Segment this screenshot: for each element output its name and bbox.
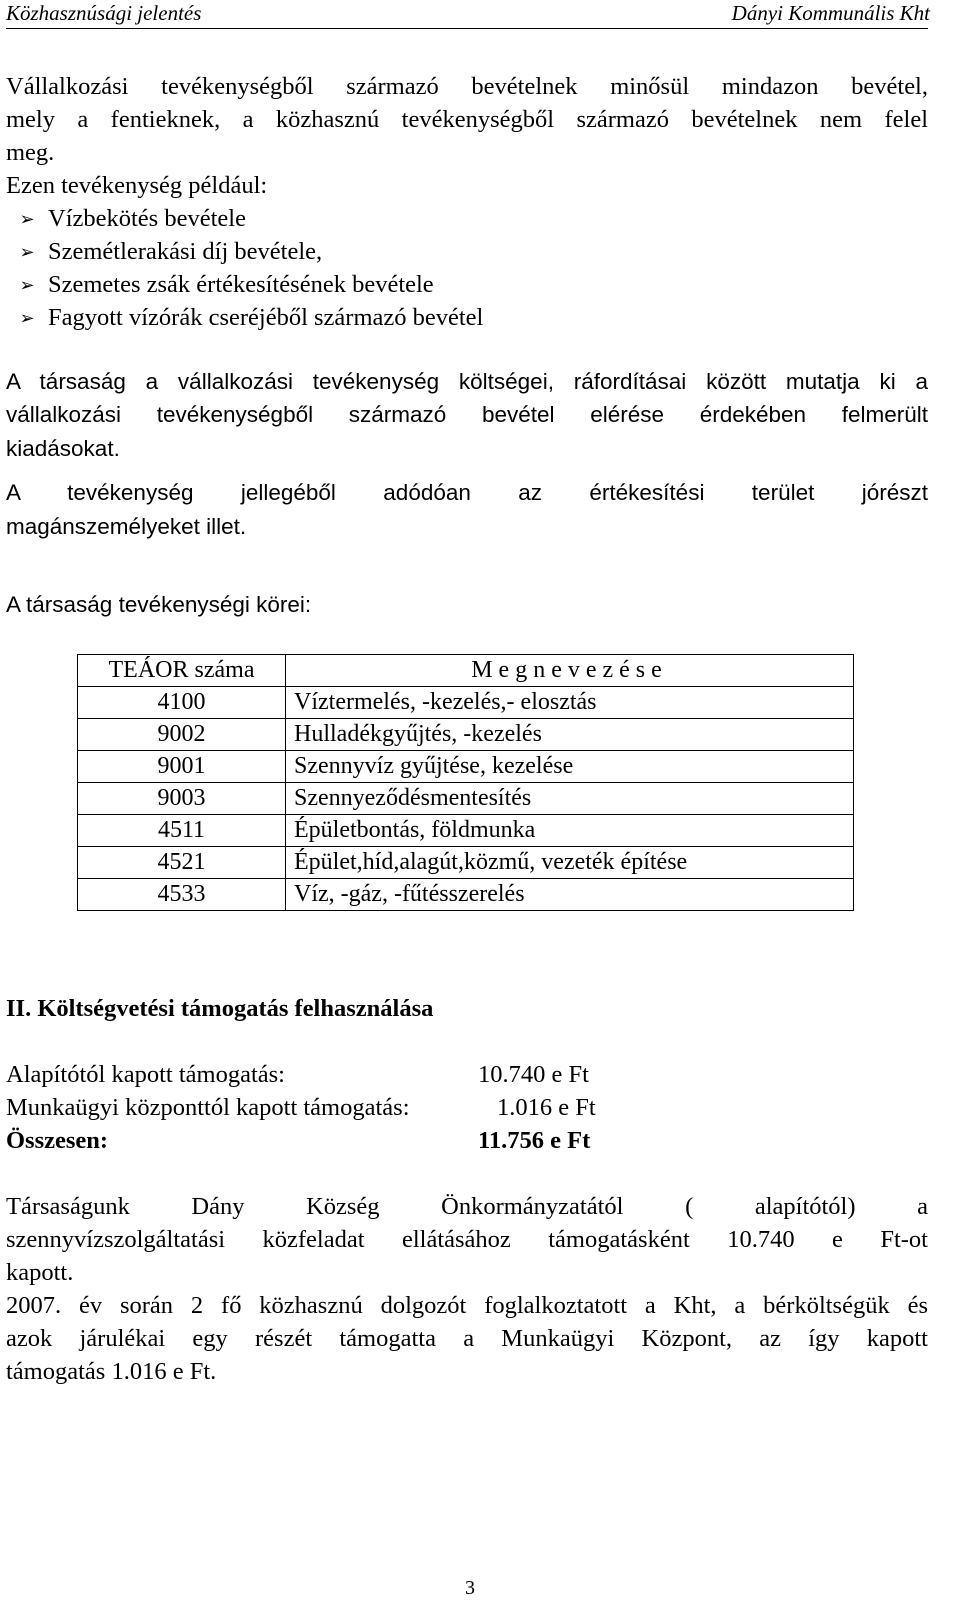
activity-name: Víztermelés, -kezelés,- elosztás	[286, 687, 854, 719]
para5-line-1: 2007. év során 2 fő közhasznú dolgozót foglalkoztatott a Kht, a bérköltségük és	[6, 1292, 928, 1319]
activity-name: Épület,híd,alagút,közmű, vezeték építése	[286, 847, 854, 879]
activities-table	[77, 654, 854, 911]
arrow-bullet-icon: ➢	[19, 308, 35, 328]
teaor-code: 9003	[78, 783, 286, 815]
activity-name: Víz, -gáz, -fűtésszerelés	[286, 879, 854, 911]
funding-label: Alapítótól kapott támogatás:	[6, 1061, 285, 1088]
para2-line-3: kiadásokat.	[6, 436, 120, 461]
section-title: II. Költségvetési támogatás felhasználása	[6, 995, 434, 1022]
page-number: 3	[465, 1577, 475, 1599]
para4-line-3: kapott.	[6, 1259, 74, 1286]
para4-line-1: Társaságunk Dány Község Önkormányzatától ( alapítótól) a	[6, 1193, 928, 1220]
teaor-code: 4100	[78, 687, 286, 719]
teaor-code: 4511	[78, 815, 286, 847]
list-item	[6, 301, 483, 335]
total-label: Összesen:	[6, 1127, 109, 1154]
activities-heading: A társaság tevékenységi körei:	[6, 592, 312, 617]
teaor-code: 9002	[78, 719, 286, 751]
table-row	[78, 847, 854, 879]
list-item	[6, 268, 434, 302]
header-left: Közhasznúsági jelentés	[6, 1, 202, 25]
activity-name: Szennyeződésmentesítés	[286, 783, 854, 815]
list-item-text: Fagyott vízórák cseréjéből származó bevétel	[48, 304, 484, 331]
list-item-text: Szemétlerakási díj bevétele,	[48, 238, 323, 265]
arrow-bullet-icon: ➢	[19, 275, 35, 295]
table-row	[78, 783, 854, 815]
para3-line-1: A tevékenység jellegéből adódóan az értékesítési terület jórészt	[6, 480, 928, 505]
total-amount: 11.756 e Ft	[478, 1127, 591, 1154]
teaor-code: 4521	[78, 847, 286, 879]
table-header-row	[78, 655, 854, 687]
table-row	[78, 687, 854, 719]
para5-line-3: támogatás 1.016 e Ft.	[6, 1358, 217, 1385]
activity-name: Épületbontás, földmunka	[286, 815, 854, 847]
table-row	[78, 751, 854, 783]
table-row	[78, 879, 854, 911]
table-row	[78, 815, 854, 847]
column-header-name: Megnevezése	[286, 655, 854, 687]
intro-line-4: Ezen tevékenység például:	[6, 172, 268, 199]
intro-line-1: Vállalkozási tevékenységből származó bevételnek minősül mindazon bevétel,	[6, 73, 928, 100]
activity-name: Szennyvíz gyűjtése, kezelése	[286, 751, 854, 783]
funding-amount: 10.740 e Ft	[478, 1061, 589, 1088]
list-item	[6, 202, 246, 236]
arrow-bullet-icon: ➢	[19, 209, 35, 229]
teaor-code: 4533	[78, 879, 286, 911]
para2-line-2: vállalkozási tevékenységből származó bevétel elérése érdekében felmerült	[6, 402, 928, 427]
header-right: Dányi Kommunális Kht	[731, 1, 930, 25]
para4-line-2: szennyvízszolgáltatási közfeladat ellátásához támogatásként 10.740 e Ft-ot	[6, 1226, 928, 1253]
header-rule	[6, 28, 928, 29]
list-item-text: Szemetes zsák értékesítésének bevétele	[48, 271, 434, 298]
arrow-bullet-icon: ➢	[19, 242, 35, 262]
teaor-code: 9001	[78, 751, 286, 783]
activity-name: Hulladékgyűjtés, -kezelés	[286, 719, 854, 751]
para5-line-2: azok járulékai egy részét támogatta a Munkaügyi Központ, az így kapott	[6, 1325, 928, 1352]
intro-line-3: meg.	[6, 139, 55, 166]
intro-line-2: mely a fentieknek, a közhasznú tevékenységből származó bevételnek nem felel	[6, 106, 928, 133]
funding-amount: 1.016 e Ft	[497, 1094, 596, 1121]
list-item-text: Vízbekötés bevétele	[48, 205, 246, 232]
para3-line-2: magánszemélyeket illet.	[6, 514, 247, 539]
column-header-code: TEÁOR száma	[78, 655, 286, 687]
para2-line-1: A társaság a vállalkozási tevékenység költségei, ráfordításai között mutatja ki a	[6, 369, 928, 394]
list-item	[6, 235, 322, 269]
table-row	[78, 719, 854, 751]
funding-label: Munkaügyi központtól kapott támogatás:	[6, 1094, 410, 1121]
